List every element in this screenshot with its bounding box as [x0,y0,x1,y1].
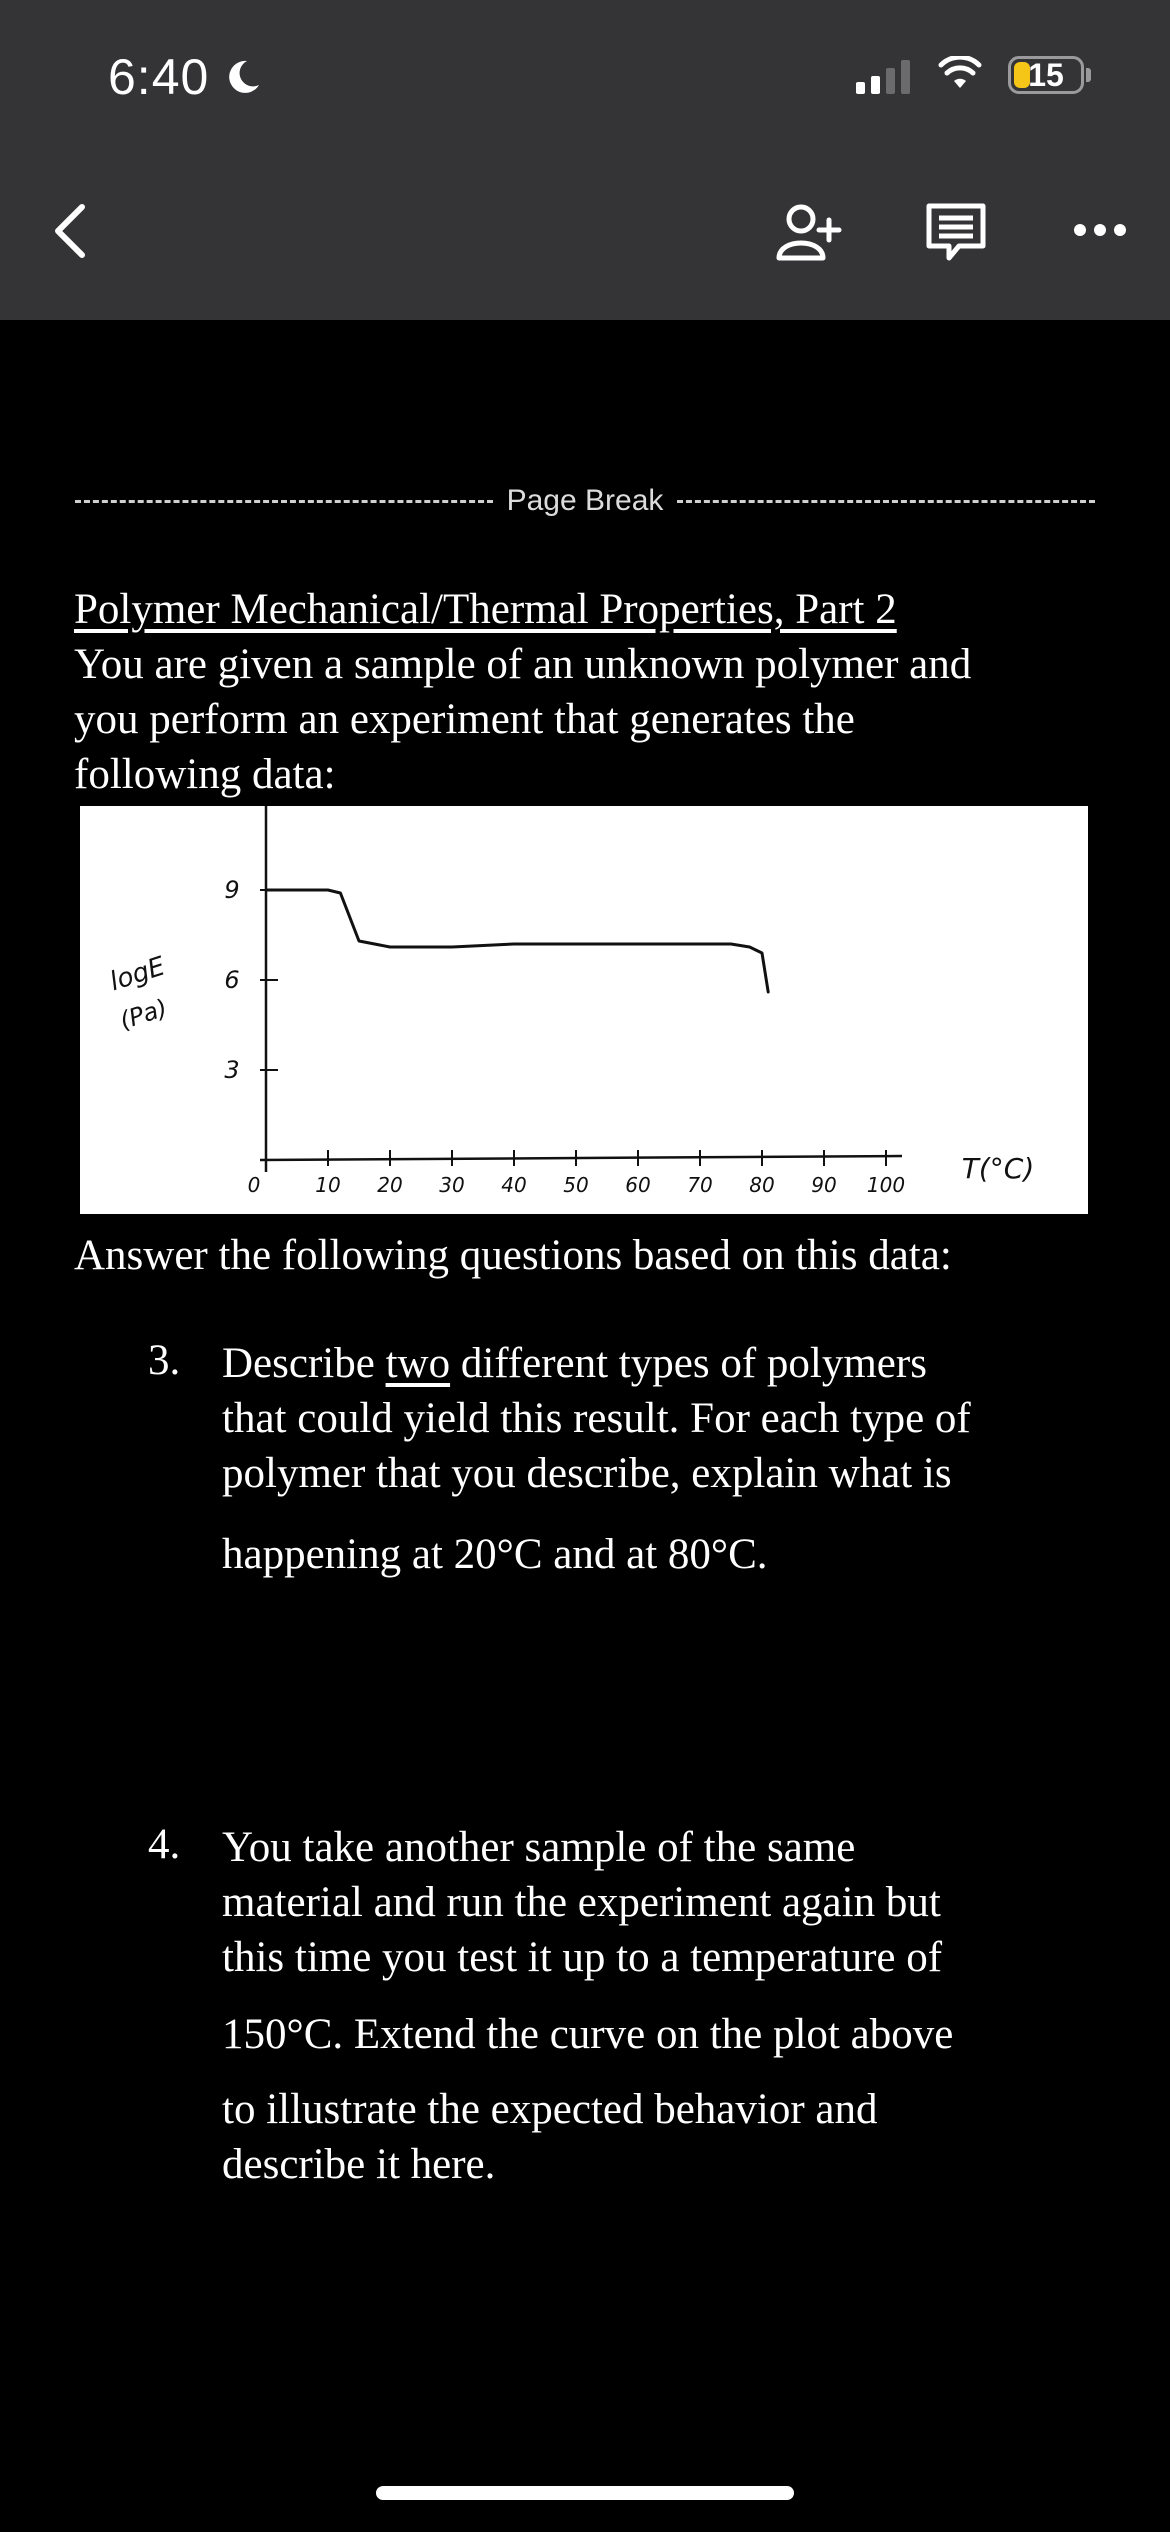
question-3-text [222,1336,1122,1582]
question-4-line-5: to illustrate the expected behavior and [222,2086,878,2133]
x-tick-label: 100 [866,1173,906,1197]
back-button[interactable] [40,196,100,266]
x-tick-label: 10 [315,1173,341,1197]
section-title: Polymer Mechanical/Thermal Properties, Part 2 [74,586,897,633]
modulus-curve [266,890,768,992]
battery-icon [1008,56,1084,94]
y-axis-label: logE [106,951,169,998]
question-3-line-4: happening at 20°C and at 80°C. [222,1531,768,1578]
x-tick-label: 30 [439,1173,465,1197]
y-tick-label: 3 [224,1056,240,1084]
status-time [108,48,263,106]
question-4-number: 4. [148,1821,181,1868]
x-tick-label: 60 [625,1173,651,1197]
section-heading [74,582,1104,802]
y-tick-label: 9 [224,876,240,904]
app-header [0,0,1170,320]
question-3-line-3: polymer that you describe, explain what is [222,1450,952,1497]
back-icon [52,203,88,259]
add-person-button[interactable] [770,194,850,270]
page-break-label: Page Break [506,484,664,517]
page-break-divider [75,478,1095,524]
question-4-line-2: material and run the experiment again but [222,1879,941,1926]
comment-button[interactable] [916,194,996,270]
question-4-line-1: You take another sample of the same [222,1824,856,1871]
moon-icon [223,57,263,97]
question-3-number: 3. [148,1337,181,1384]
wifi-icon [938,56,982,90]
modulus-temperature-chart [80,806,1088,1214]
cellular-signal-icon [856,58,910,94]
chart-svg [80,806,1088,1214]
add-person-icon [775,202,845,262]
battery-level: 15 [1028,56,1064,93]
comment-icon [925,202,987,262]
answer-prompt: Answer the following questions based on this data: [74,1232,952,1279]
y-axis-unit-label: (Pa) [116,993,171,1036]
x-tick-label: 70 [687,1173,713,1197]
question-4-text [222,1820,1122,2192]
x-tick-label: 50 [563,1173,589,1197]
question-4-line-4: 150°C. Extend the curve on the plot above [222,2011,954,2058]
x-tick-label: 80 [749,1173,775,1197]
question-4-line-6: describe it here. [222,2141,496,2188]
more-button[interactable] [1060,200,1140,260]
x-tick-label: 0 [247,1173,261,1197]
x-axis-label: T(°C) [961,1152,1035,1185]
home-indicator[interactable] [376,2486,794,2500]
question-3-line-1: Describe two different types of polymers [222,1340,927,1387]
status-time-text: 6:40 [108,49,210,105]
intro-line-3: following data: [74,751,336,798]
question-4-line-3: this time you test it up to a temperature of [222,1934,943,1981]
underlined-word: two [385,1340,451,1387]
intro-line-2: you perform an experiment that generates the [74,696,855,743]
x-tick-label: 40 [501,1173,527,1197]
x-tick-label: 20 [377,1173,403,1197]
more-icon [1072,222,1128,238]
y-tick-label: 6 [224,966,240,994]
x-tick-label: 90 [811,1173,837,1197]
x-axis-line [260,1156,902,1160]
question-3-line-2: that could yield this result. For each type of [222,1395,971,1442]
intro-line-1: You are given a sample of an unknown polymer and [74,641,972,688]
